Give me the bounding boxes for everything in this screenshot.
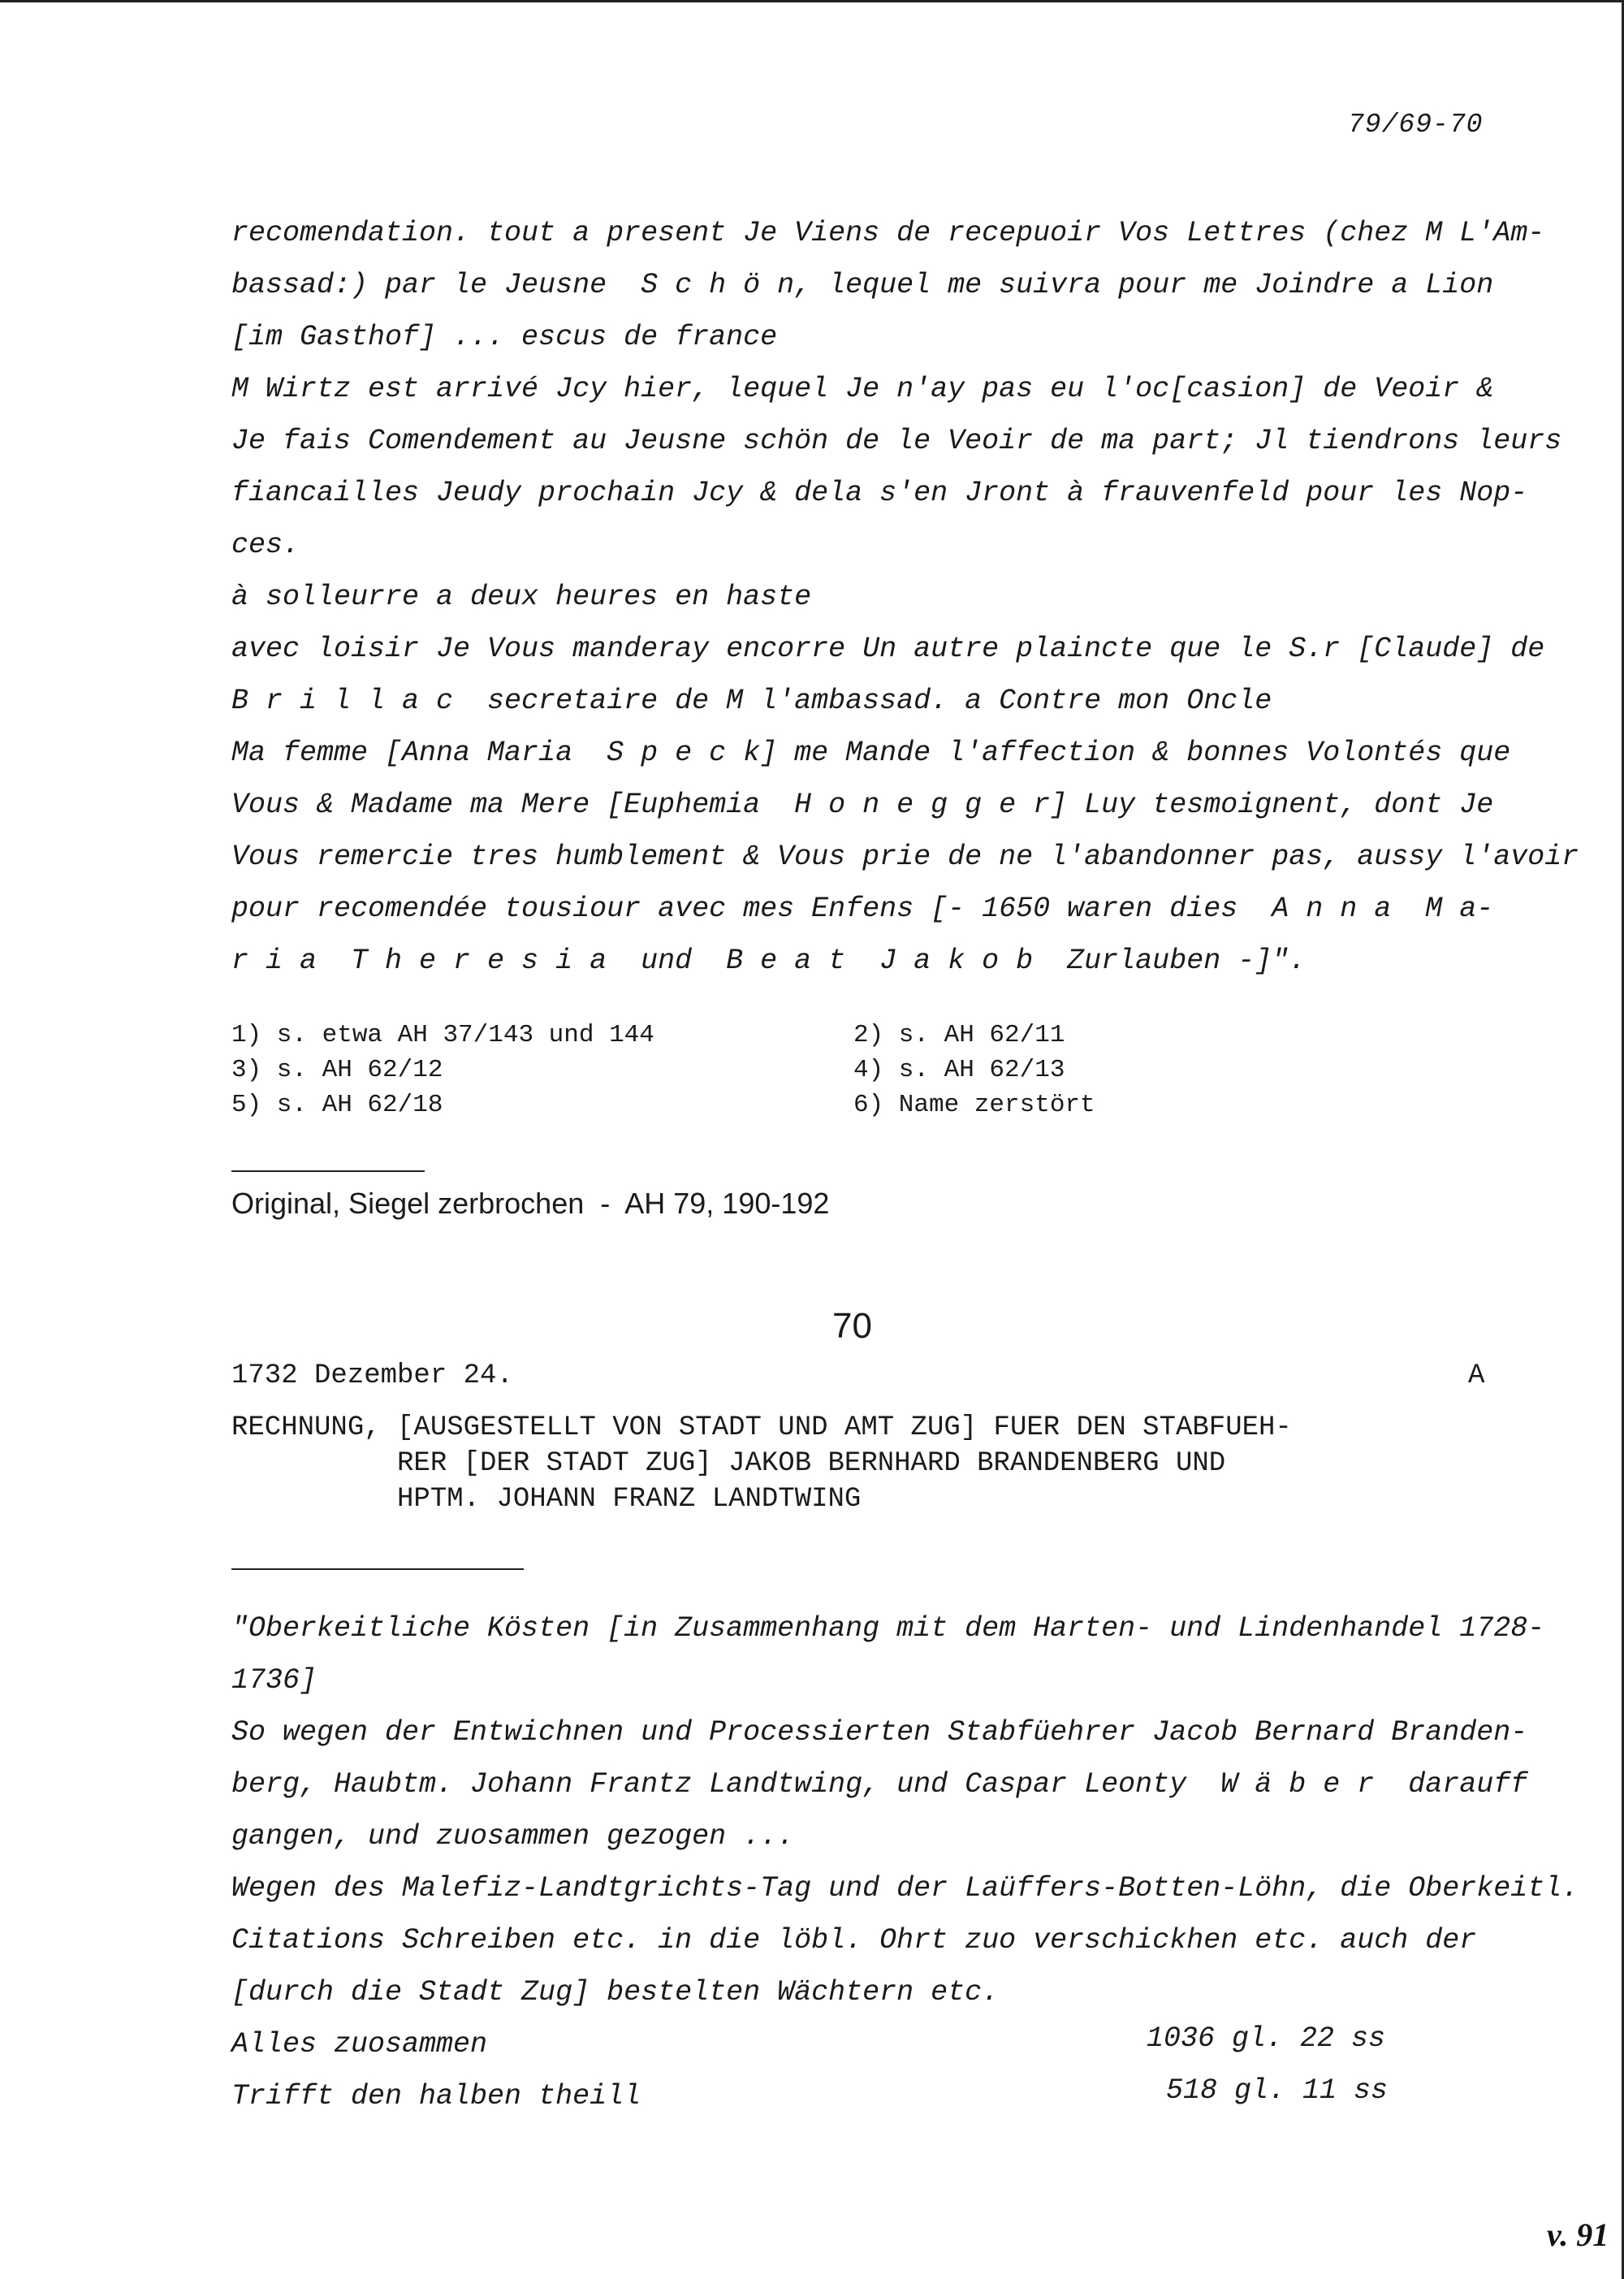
total-half: 518 gl. 11 ss (1166, 2074, 1389, 2107)
document-transcription: "Oberkeitliche Kösten [in Zusammenhang mit dem Harten- und Lindenhandel 1728- 1736] So wegen der Entwichnen und Processierten Stabfüehrer Jacob Bernard Branden- berg, Haubtm. Johann Frantz Landtwing, und Caspar Leonty W ä b e r darauff gangen, und zuosammen gezogen ... Wegen des Malefiz-Landtgrichts-Tag und der Laüffers-Botten-Löhn, die Oberkeitl. Citations Schreiben etc. in die löbl. Ohrt zuo verschickhen etc. auch der [durch die Stadt Zug] bestelten Wächtern etc. Alles zuosammen Trifft den halben theill (231, 1612, 1579, 2113)
footnote-divider (231, 1170, 425, 1172)
source-note: Original, Siegel zerbrochen - AH 79, 190-192 (231, 1187, 830, 1220)
title-divider (231, 1568, 524, 1570)
document-number: 70 (832, 1306, 872, 1346)
handwritten-page-mark: v. 91 (1547, 2216, 1609, 2253)
document-date: 1732 Dezember 24. (231, 1360, 513, 1391)
footnotes-right: 2) s. AH 62/11 4) s. AH 62/13 6) Name zerstört (853, 1021, 1095, 1119)
footnotes (231, 1018, 1206, 1131)
total-all: 1036 gl. 22 ss (1147, 2022, 1386, 2055)
document-type-badge: A (1468, 1360, 1485, 1391)
document-title: RECHNUNG, [AUSGESTELLT VON STADT UND AMT ZUG] FUER DEN STABFUEH- RER [DER STADT ZUG] JAKOB BERNHARD BRANDENBERG UND HPTM. JOHANN FRANZ LANDTWING (231, 1412, 1292, 1515)
archive-reference: 79/69-70 (1348, 110, 1484, 140)
footnotes-left: 1) s. etwa AH 37/143 und 144 3) s. AH 62/12 5) s. AH 62/18 (231, 1021, 654, 1119)
letter-transcription: recomendation. tout a present Je Viens de recepuoir Vos Lettres (chez M L'Am- bassad:) par le Jeusne S c h ö n, lequel me suivra pour me Joindre a Lion [im Gasthof] ... escus de france M Wirtz est arrivé Jcy hier, lequel Je n'ay pas eu l'oc[casion] de Veoir & Je fais Comendement au Jeusne schön de le Veoir de ma part; Jl tiendrons leurs fiancailles Jeudy prochain Jcy & dela s'en Jront à frauvenfeld pour les Nop- ces. à solleurre a deux heures en haste avec loisir Je Vous manderay encorre Un autre plaincte que le S.r [Claude] de B r i l l a c secretaire de M l'ambassad. a Contre mon Oncle Ma femme [Anna Maria S p e c k] me Mande l'affection & bonnes Volontés que Vous & Madame ma Mere [Euphemia H o n e g g e r] Luy tesmoignent, dont Je Vous remercie tres humblement & Vous prie de ne l'abandonner pas, aussy l'avoir pour recomendée tousiour avec mes Enfens [- 1650 waren dies A n n a M a- r i a T h e r e s i a und B e a t J a k o b Zurlauben -]". (231, 217, 1579, 977)
